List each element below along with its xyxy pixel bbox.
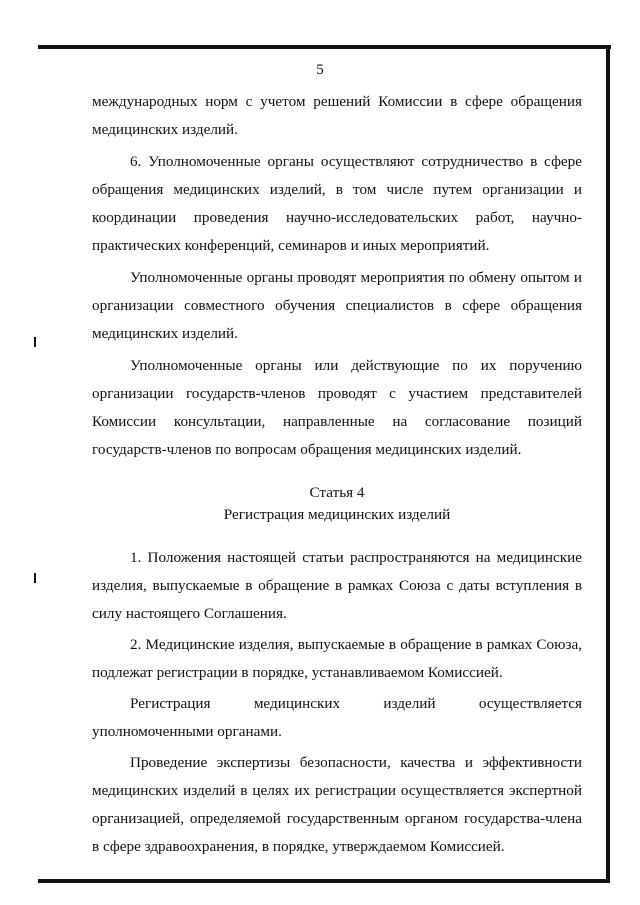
paragraph-continuation: международных норм с учетом решений Комиссии в сфере обращения медицинских изделий. bbox=[92, 93, 582, 138]
article-title: Статья 4 bbox=[309, 484, 365, 501]
article-subtitle: Регистрация медицинских изделий bbox=[223, 506, 451, 523]
paragraph-item-6: 6. Уполномоченные органы осуществляют сотрудничество в сфере обращения медицинских изделий, в том числе путем организации и координации проведения научно-исследовательских работ, научно-практических конференций, семинаров и иных мероприятий. bbox=[92, 153, 582, 254]
scan-border-right bbox=[606, 45, 610, 883]
margin-binding-mark bbox=[34, 573, 40, 583]
margin-binding-mark bbox=[34, 337, 40, 347]
article-heading bbox=[92, 482, 582, 526]
paragraph: Проведение экспертизы безопасности, качества и эффективности медицинских изделий в целях их регистрации осуществляется экспертной организацией, определяемой государственным органом государства-члена в сфере здравоохранения, в порядке, утверждаемом Комиссией. bbox=[92, 754, 582, 855]
paragraph: Уполномоченные органы проводят мероприятия по обмену опытом и организации совместного обучения специалистов в сфере обращения медицинских изделий. bbox=[92, 269, 582, 342]
paragraph-item-2: 2. Медицинские изделия, выпускаемые в обращение в рамках Союза, подлежат регистрации в порядке, устанавливаемом Комиссией. bbox=[92, 636, 582, 681]
paragraph: Уполномоченные органы или действующие по их поручению организации государств-членов проводят с участием представителей Комиссии консультации, направленные на согласование позиций государств-членов по вопросам обращения медицинских изделий. bbox=[92, 357, 582, 458]
scan-border-bottom bbox=[38, 879, 610, 883]
scan-border-top bbox=[38, 45, 611, 49]
page-number: 5 bbox=[316, 62, 324, 78]
paragraph-item-1: 1. Положения настоящей статьи распространяются на медицинские изделия, выпускаемые в обращение в рамках Союза с даты вступления в силу настоящего Соглашения. bbox=[92, 549, 582, 622]
paragraph: Регистрация медицинских изделий осуществляется уполномоченными органами. bbox=[92, 695, 582, 740]
document-body bbox=[92, 88, 582, 861]
